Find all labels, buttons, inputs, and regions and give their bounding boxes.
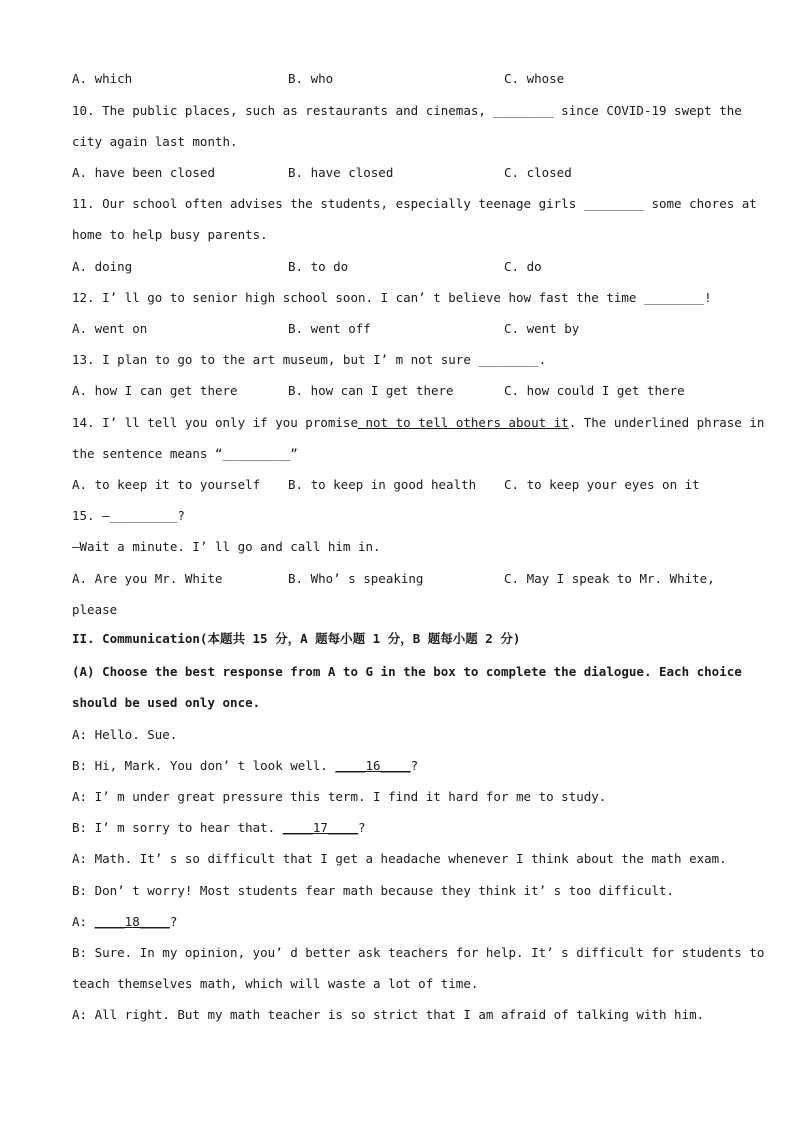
dialogue-text: ? bbox=[410, 758, 419, 773]
option-c: C. do bbox=[504, 259, 542, 274]
question-14-post: . The underlined phrase in bbox=[568, 415, 765, 430]
option-b: B. how can I get there bbox=[288, 383, 454, 398]
dialogue-text: A: bbox=[72, 914, 95, 929]
answer-blank-16[interactable]: ____16____ bbox=[335, 758, 411, 773]
option-c-cont: please bbox=[72, 602, 118, 617]
option-c: C. went by bbox=[504, 321, 580, 336]
option-a: A. have been closed bbox=[72, 165, 215, 180]
dialogue-text: ? bbox=[169, 914, 178, 929]
option-c: C. to keep your eyes on it bbox=[504, 477, 700, 492]
option-b: B. who bbox=[288, 71, 334, 86]
option-a: A. Are you Mr. White bbox=[72, 571, 223, 586]
option-b: B. Who’ s speaking bbox=[288, 571, 424, 586]
question-13: 13. I plan to go to the art museum, but I’ m not sure ________. bbox=[72, 352, 547, 367]
dialogue-line: B: Don’ t worry! Most students fear math because they think it’ s too difficult. bbox=[72, 883, 675, 898]
option-a: A. went on bbox=[72, 321, 148, 336]
section-instruction: (A) Choose the best response from A to G in the box to complete the dialogue. Each choice bbox=[72, 664, 742, 679]
answer-blank-18[interactable]: ____18____ bbox=[94, 914, 170, 929]
dialogue-line: A: I’ m under great pressure this term. I find it hard for me to study. bbox=[72, 789, 607, 804]
option-a: A. doing bbox=[72, 259, 133, 274]
option-c: C. closed bbox=[504, 165, 572, 180]
question-15-reply: —Wait a minute. I’ ll go and call him in. bbox=[72, 539, 381, 554]
option-c: C. May I speak to Mr. White, bbox=[504, 571, 715, 586]
dialogue-line bbox=[72, 758, 418, 774]
answer-blank-17[interactable]: ____17____ bbox=[282, 820, 358, 835]
question-14-cont: the sentence means “_________” bbox=[72, 446, 298, 461]
question-10: 10. The public places, such as restaurants and cinemas, ________ since COVID-19 swept the bbox=[72, 103, 742, 118]
question-10-cont: city again last month. bbox=[72, 134, 238, 149]
underlined-phrase: not to tell others about it bbox=[357, 415, 569, 430]
option-a: A. how I can get there bbox=[72, 383, 238, 398]
dialogue-text: B: I’ m sorry to hear that. bbox=[72, 820, 283, 835]
option-a: A. which bbox=[72, 71, 133, 86]
question-15: 15. —_________? bbox=[72, 508, 185, 523]
dialogue-line: A: Hello. Sue. bbox=[72, 727, 178, 742]
option-b: B. have closed bbox=[288, 165, 394, 180]
option-b: B. to do bbox=[288, 259, 349, 274]
question-14-pre: 14. I’ ll tell you only if you promise bbox=[72, 415, 358, 430]
dialogue-line: teach themselves math, which will waste a lot of time. bbox=[72, 976, 479, 991]
section-title: II. Communication(本题共 15 分，A 题每小题 1 分，B 题每小题 2 分) bbox=[72, 631, 521, 646]
question-12: 12. I’ ll go to senior high school soon. I can’ t believe how fast the time ________! bbox=[72, 290, 712, 305]
option-c: C. whose bbox=[504, 71, 565, 86]
section-instruction-cont: should be used only once. bbox=[72, 695, 261, 710]
option-b: B. to keep in good health bbox=[288, 477, 477, 492]
dialogue-line: A: All right. But my math teacher is so strict that I am afraid of talking with him. bbox=[72, 1007, 705, 1022]
dialogue-line: B: Sure. In my opinion, you’ d better ask teachers for help. It’ s difficult for students to bbox=[72, 945, 765, 960]
option-c: C. how could I get there bbox=[504, 383, 685, 398]
question-11-cont: home to help busy parents. bbox=[72, 227, 268, 242]
question-11: 11. Our school often advises the students, especially teenage girls ________ some chores at bbox=[72, 196, 757, 211]
dialogue-text: ? bbox=[357, 820, 366, 835]
dialogue-line bbox=[72, 820, 366, 836]
option-a: A. to keep it to yourself bbox=[72, 477, 261, 492]
option-b: B. went off bbox=[288, 321, 371, 336]
dialogue-line bbox=[72, 914, 177, 930]
dialogue-text: B: Hi, Mark. You don’ t look well. bbox=[72, 758, 336, 773]
question-14 bbox=[72, 415, 764, 431]
dialogue-line: A: Math. It’ s so difficult that I get a headache whenever I think about the math exam. bbox=[72, 851, 727, 866]
